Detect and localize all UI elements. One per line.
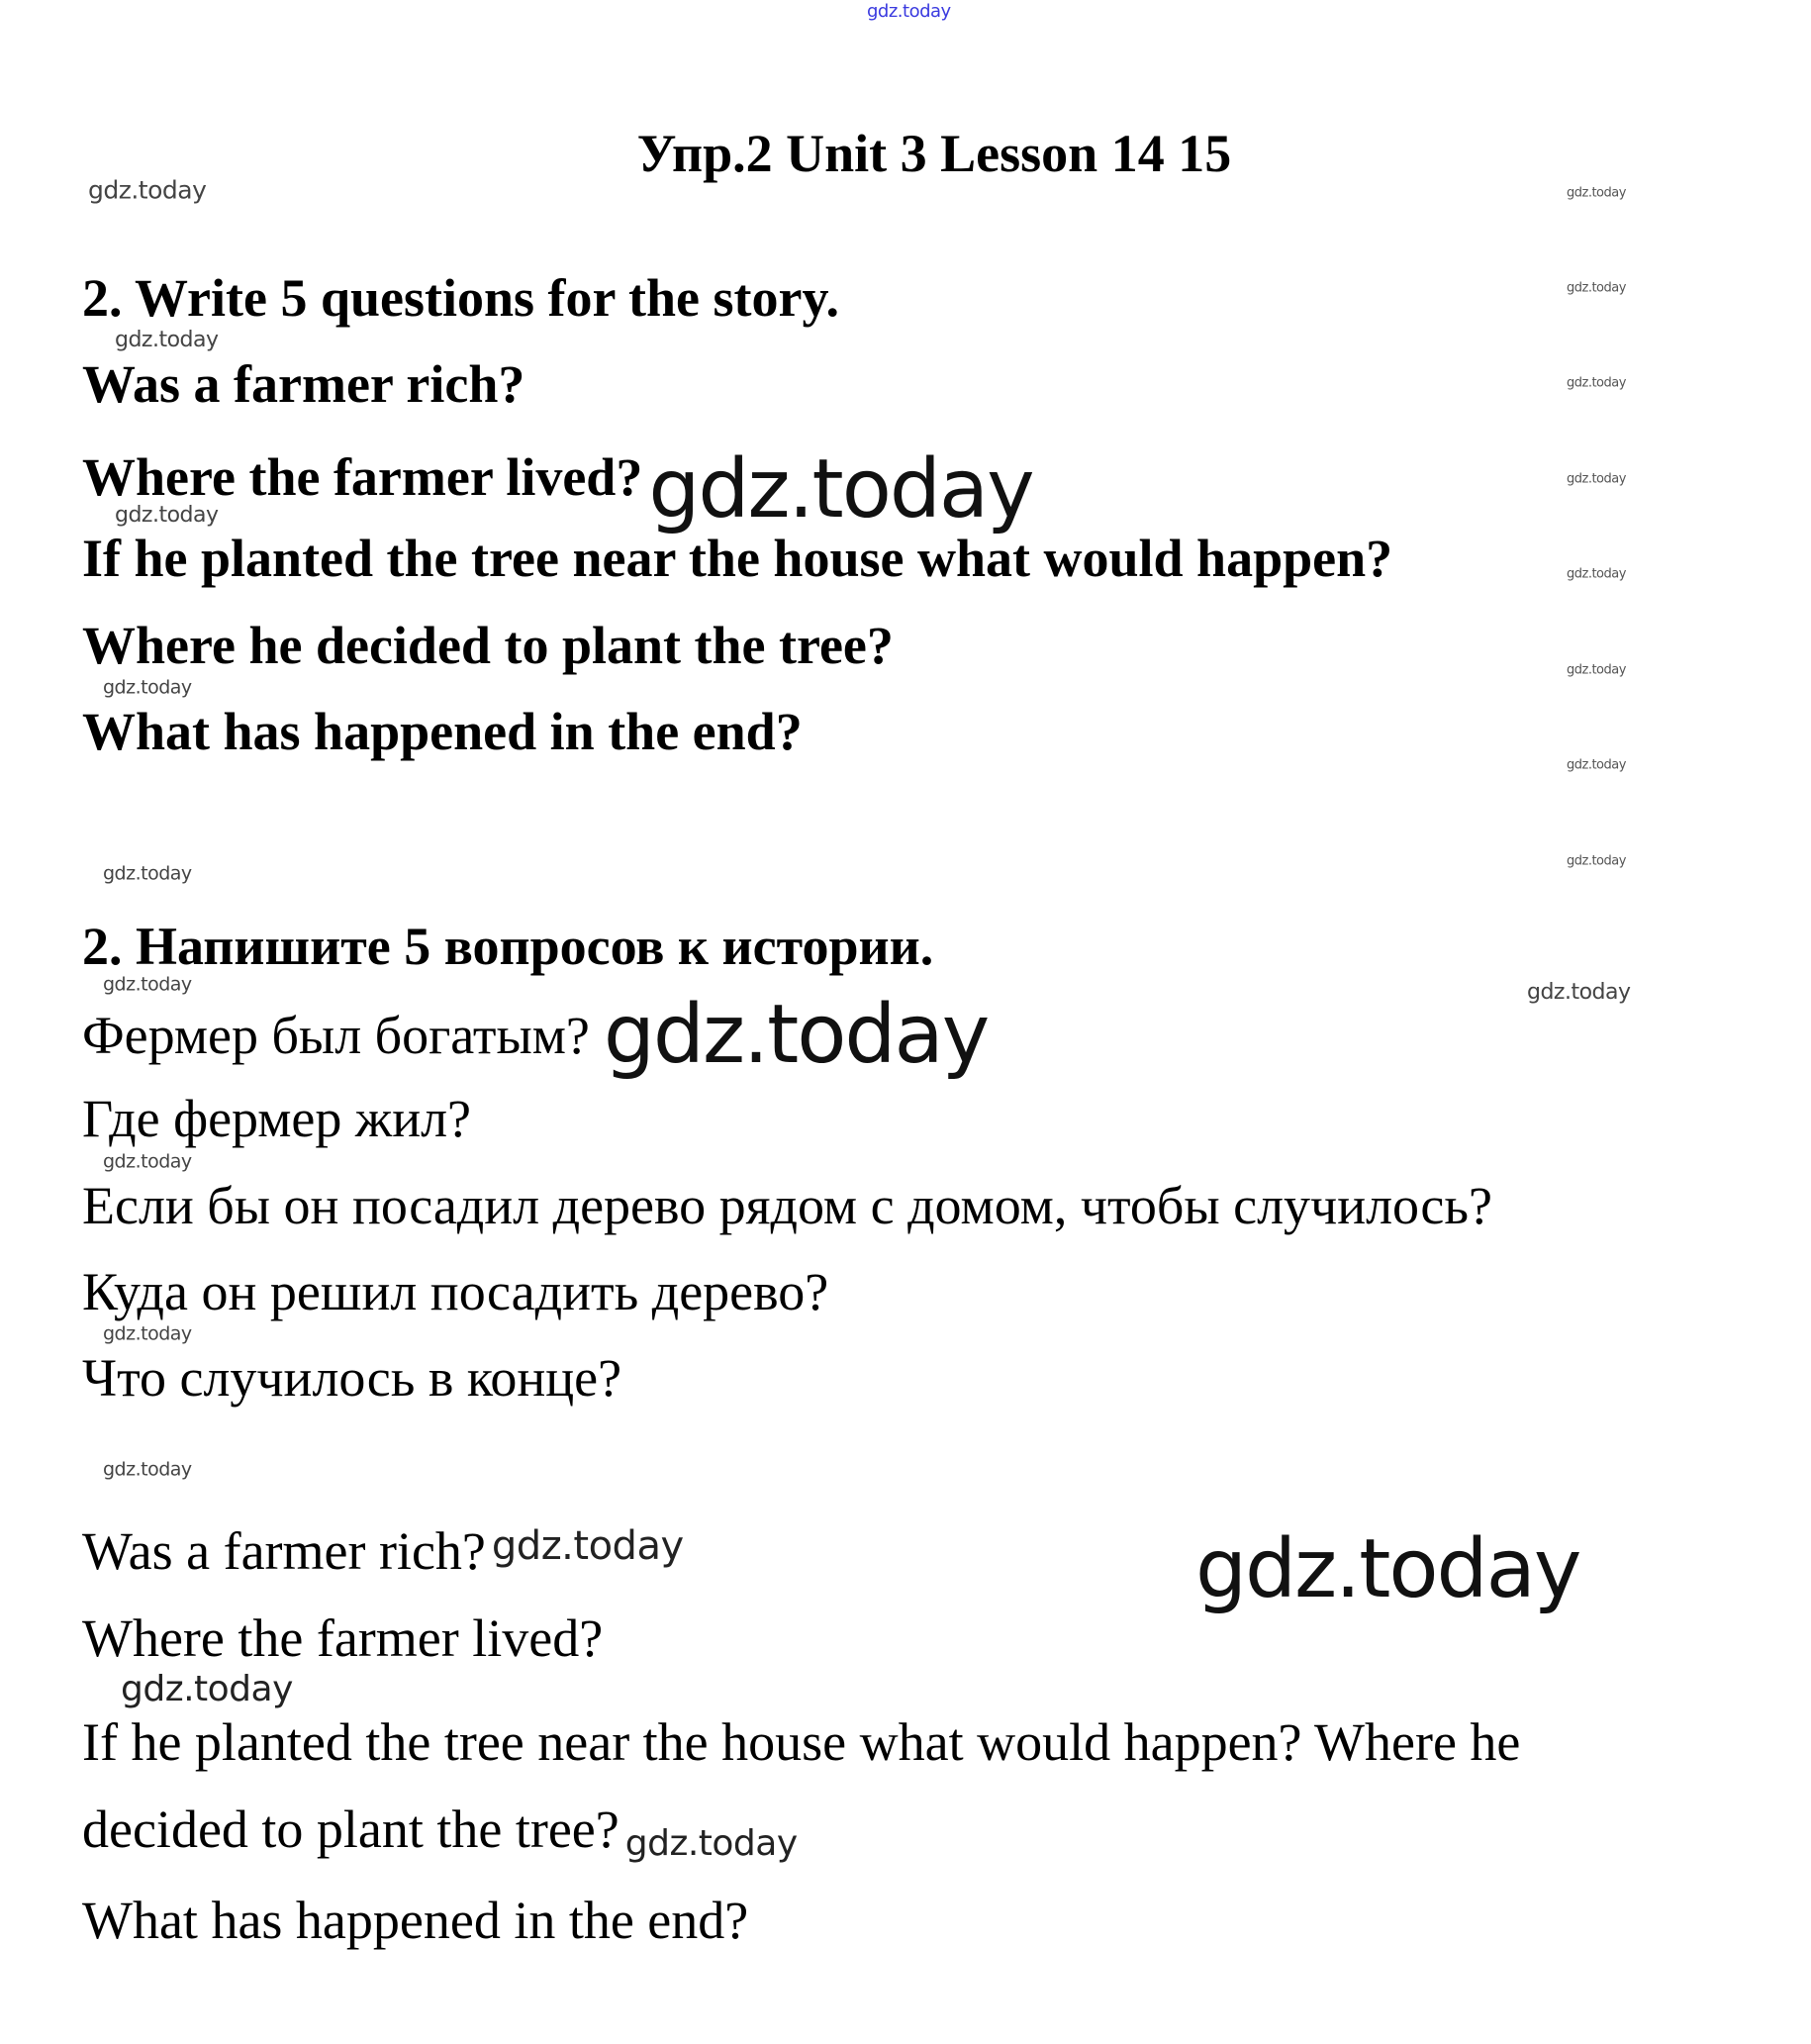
watermark: gdz.today <box>115 328 219 352</box>
watermark-top: gdz.today <box>867 1 951 22</box>
russian-question-row <box>82 988 989 1082</box>
answer-line: What has happened in the end? <box>82 1891 749 1950</box>
watermark: gdz.today <box>88 175 207 205</box>
english-question: Where he decided to plant the tree? <box>82 616 894 675</box>
watermark: gdz.today <box>103 862 192 885</box>
answer-line: decided to plant the tree? <box>82 1800 620 1859</box>
watermark: gdz.today <box>1567 853 1626 869</box>
russian-question: Где фермер жил? <box>82 1089 472 1148</box>
watermark: gdz.today <box>103 1458 192 1481</box>
english-task-heading: 2. Write 5 questions for the story. <box>82 268 839 328</box>
answer-row <box>82 1797 798 1862</box>
watermark: gdz.today <box>1567 375 1626 391</box>
english-question: If he planted the tree near the house what would happen? <box>82 529 1393 588</box>
watermark: gdz.today <box>121 1669 293 1709</box>
english-question-row <box>82 424 1033 536</box>
watermark: gdz.today <box>1527 980 1631 1005</box>
page-title: Упр.2 Unit 3 Lesson 14 15 <box>636 124 1232 183</box>
watermark-large: gdz.today <box>603 988 989 1082</box>
watermark: gdz.today <box>1567 280 1626 296</box>
answer-row <box>82 1521 684 1581</box>
answer-line: Where the farmer lived? <box>82 1608 604 1668</box>
watermark: gdz.today <box>1567 662 1626 678</box>
watermark: gdz.today <box>624 1823 798 1864</box>
watermark: gdz.today <box>115 503 219 528</box>
russian-task-heading: 2. Напишите 5 вопросов к истории. <box>82 917 934 976</box>
watermark: gdz.today <box>103 973 192 996</box>
english-question: Where the farmer lived? <box>82 447 643 507</box>
russian-question: Куда он решил посадить дерево? <box>82 1262 829 1321</box>
english-question: Was a farmer rich? <box>82 354 525 414</box>
watermark-large: gdz.today <box>648 442 1033 536</box>
watermark: gdz.today <box>103 676 192 699</box>
watermark: gdz.today <box>103 1150 192 1173</box>
watermark: gdz.today <box>491 1523 684 1569</box>
watermark: gdz.today <box>103 1322 192 1345</box>
russian-question: Что случилось в конце? <box>82 1348 622 1408</box>
watermark: gdz.today <box>1567 471 1626 487</box>
russian-question: Фермер был богатым? <box>82 1006 590 1065</box>
answer-line: Was a farmer rich? <box>82 1521 486 1581</box>
russian-question: Если бы он посадил дерево рядом с домом, чтобы случилось? <box>82 1176 1492 1235</box>
english-question: What has happened in the end? <box>82 702 803 761</box>
watermark-large: gdz.today <box>1195 1522 1580 1616</box>
answer-line: If he planted the tree near the house what would happen? Where he <box>82 1712 1521 1772</box>
watermark: gdz.today <box>1567 757 1626 773</box>
watermark: gdz.today <box>1567 185 1626 201</box>
watermark: gdz.today <box>1567 566 1626 582</box>
